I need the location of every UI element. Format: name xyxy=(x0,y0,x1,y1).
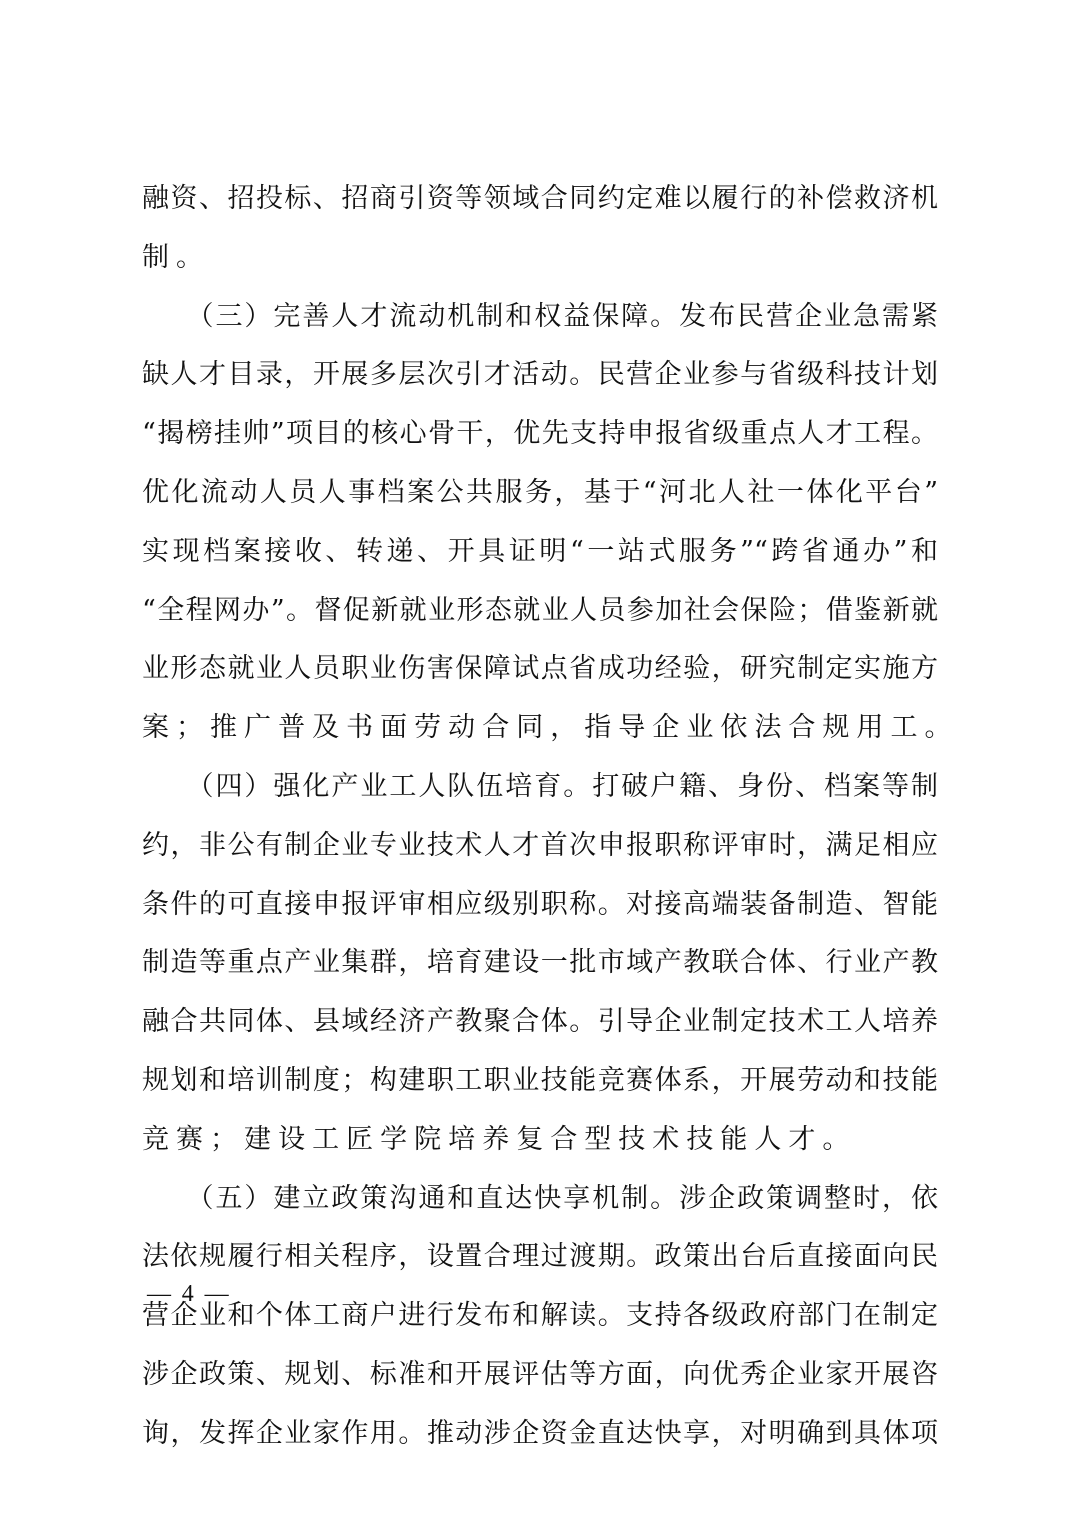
text-line: 规划和培训制度；构建职工职业技能竞赛体系，开展劳动和技能 xyxy=(142,1064,938,1096)
text-line: 案；推广普及书面劳动合同，指导企业依法合规用工。 xyxy=(142,712,959,744)
text-line: “揭榜挂帅”项目的核心骨干，优先支持申报省级重点人才工程。 xyxy=(142,418,938,450)
text-line: 询，发挥企业家作用。推动涉企资金直达快享，对明确到具体项 xyxy=(142,1417,938,1449)
page-number: — 4 — xyxy=(147,1281,231,1307)
paragraph-start-line: （四）强化产业工人队伍培育。打破户籍、身份、档案等制 xyxy=(142,770,938,802)
text-line: 约，非公有制企业专业技术人才首次申报职称评审时，满足相应 xyxy=(142,829,938,861)
text-line: 法依规履行相关程序，设置合理过渡期。政策出台后直接面向民 xyxy=(142,1241,938,1273)
text-line: 融合共同体、县域经济产教聚合体。引导企业制定技术工人培养 xyxy=(142,1006,938,1038)
paragraph-start-line: （三）完善人才流动机制和权益保障。发布民营企业急需紧 xyxy=(142,300,938,332)
text-line: 制造等重点产业集群，培育建设一批市域产教联合体、行业产教 xyxy=(142,947,938,979)
text-line: 实现档案接收、转递、开具证明“一站式服务”“跨省通办”和 xyxy=(142,535,938,567)
document-body xyxy=(142,170,959,1464)
text-line: 营企业和个体工商户进行发布和解读。支持各级政府部门在制定 xyxy=(142,1300,938,1332)
text-line: 涉企政策、规划、标准和开展评估等方面，向优秀企业家开展咨 xyxy=(142,1358,938,1390)
text-line: “全程网办”。督促新就业形态就业人员参加社会保险；借鉴新就 xyxy=(142,594,938,626)
text-line: 优化流动人员人事档案公共服务，基于“河北人社一体化平台” xyxy=(142,476,938,508)
text-line: 竞赛；建设工匠学院培养复合型技术技能人才。 xyxy=(142,1123,857,1155)
text-line: 业形态就业人员职业伤害保障试点省成功经验，研究制定实施方 xyxy=(142,653,938,685)
text-line: 条件的可直接申报评审相应级别职称。对接高端装备制造、智能 xyxy=(142,888,938,920)
text-line: 制。 xyxy=(142,241,211,273)
paragraph-start-line: （五）建立政策沟通和直达快享机制。涉企政策调整时，依 xyxy=(142,1182,938,1214)
text-line: 缺人才目录，开展多层次引才活动。民营企业参与省级科技计划 xyxy=(142,359,938,391)
text-line: 融资、招投标、招商引资等领域合同约定难以履行的补偿救济机 xyxy=(142,183,938,214)
